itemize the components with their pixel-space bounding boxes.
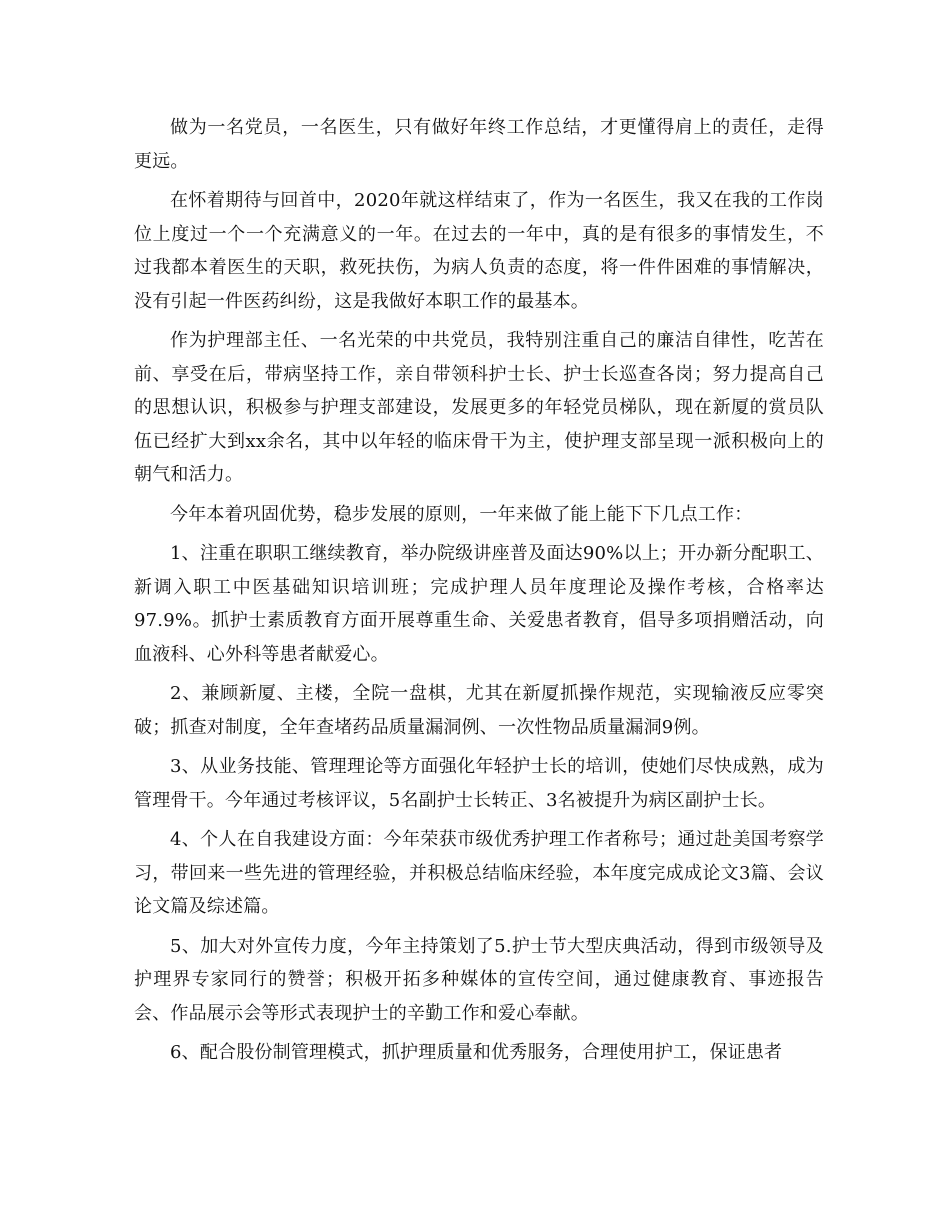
paragraph-item-5: 5、加大对外宣传力度，今年主持策划了5.护士节大型庆典活动，得到市级领导及护理界专家同行的赞誉；积极开拓多种媒体的宣传空间，通过健康教育、事迹报告会、作品展示会等形式表现护士的辛勤工作和爱心奉献。: [134, 935, 824, 1024]
paragraph-item-2: 2、兼顾新厦、主楼，全院一盘棋，尤其在新厦抓操作规范，实现输液反应零突破；抓查对制度，全年查堵药品质量漏洞例、一次性物品质量漏洞9例。: [134, 683, 824, 738]
paragraph-party-member: 作为护理部主任、一名光荣的中共党员，我特别注重自己的廉洁自律性，吃苦在前、享受在后，带病坚持工作，亲自带领科护士长、护士长巡查各岗；努力提高自己的思想认识，积极参与护理支部建设，发展更多的年轻党员梯队，现在新厦的赏员队伍已经扩大到xx余名，其中以年轻的临床骨干为主，使护理支部呈现一派积极向上的朝气和活力。: [134, 330, 824, 485]
paragraph-work-summary-intro: 今年本着巩固优势，稳步发展的原则，一年来做了能上能下下几点工作：: [170, 503, 753, 525]
paragraph-item-1: 1、注重在职职工继续教育，举办院级讲座普及面达90%以上；开办新分配职工、新调入职工中医基础知识培训班；完成护理人员年度理论及操作考核，合格率达97.9%。抓护士素质教育方面开展尊重生命、关爱患者教育，倡导多项捐赠活动，向血液科、心外科等患者献爱心。: [134, 543, 824, 665]
paragraph-item-6: 6、配合股份制管理模式，抓护理质量和优秀服务，合理使用护工，保证患者: [170, 1042, 783, 1063]
paragraph-year-review: 在怀着期待与回首中，2020年就这样结束了，作为一名医生，我又在我的工作岗位上度过一个一个充满意义的一年。在过去的一年中，真的是有很多的事情发生，不过我都本着医生的天职，救死扶伤，为病人负责的态度，将一件件困难的事情解决，没有引起一件医药纠纷，这是我做好本职工作的最基本。: [134, 190, 824, 312]
paragraph-intro: 做为一名党员，一名医生，只有做好年终工作总结，才更懂得肩上的责任，走得更远。: [134, 117, 824, 172]
document-body: [134, 111, 824, 1076]
paragraph-item-3: 3、从业务技能、管理理论等方面强化年轻护士长的培训，使她们尽快成熟，成为管理骨干。今年通过考核评议，5名副护士长转正、3名被提升为病区副护士长。: [134, 756, 824, 811]
paragraph-item-4: 4、个人在自我建设方面：今年荣获市级优秀护理工作者称号；通过赴美国考察学习，带回来一些先进的管理经验，并积极总结临床经验，本年度完成成论文3篇、会议论文篇及综述篇。: [134, 829, 824, 917]
